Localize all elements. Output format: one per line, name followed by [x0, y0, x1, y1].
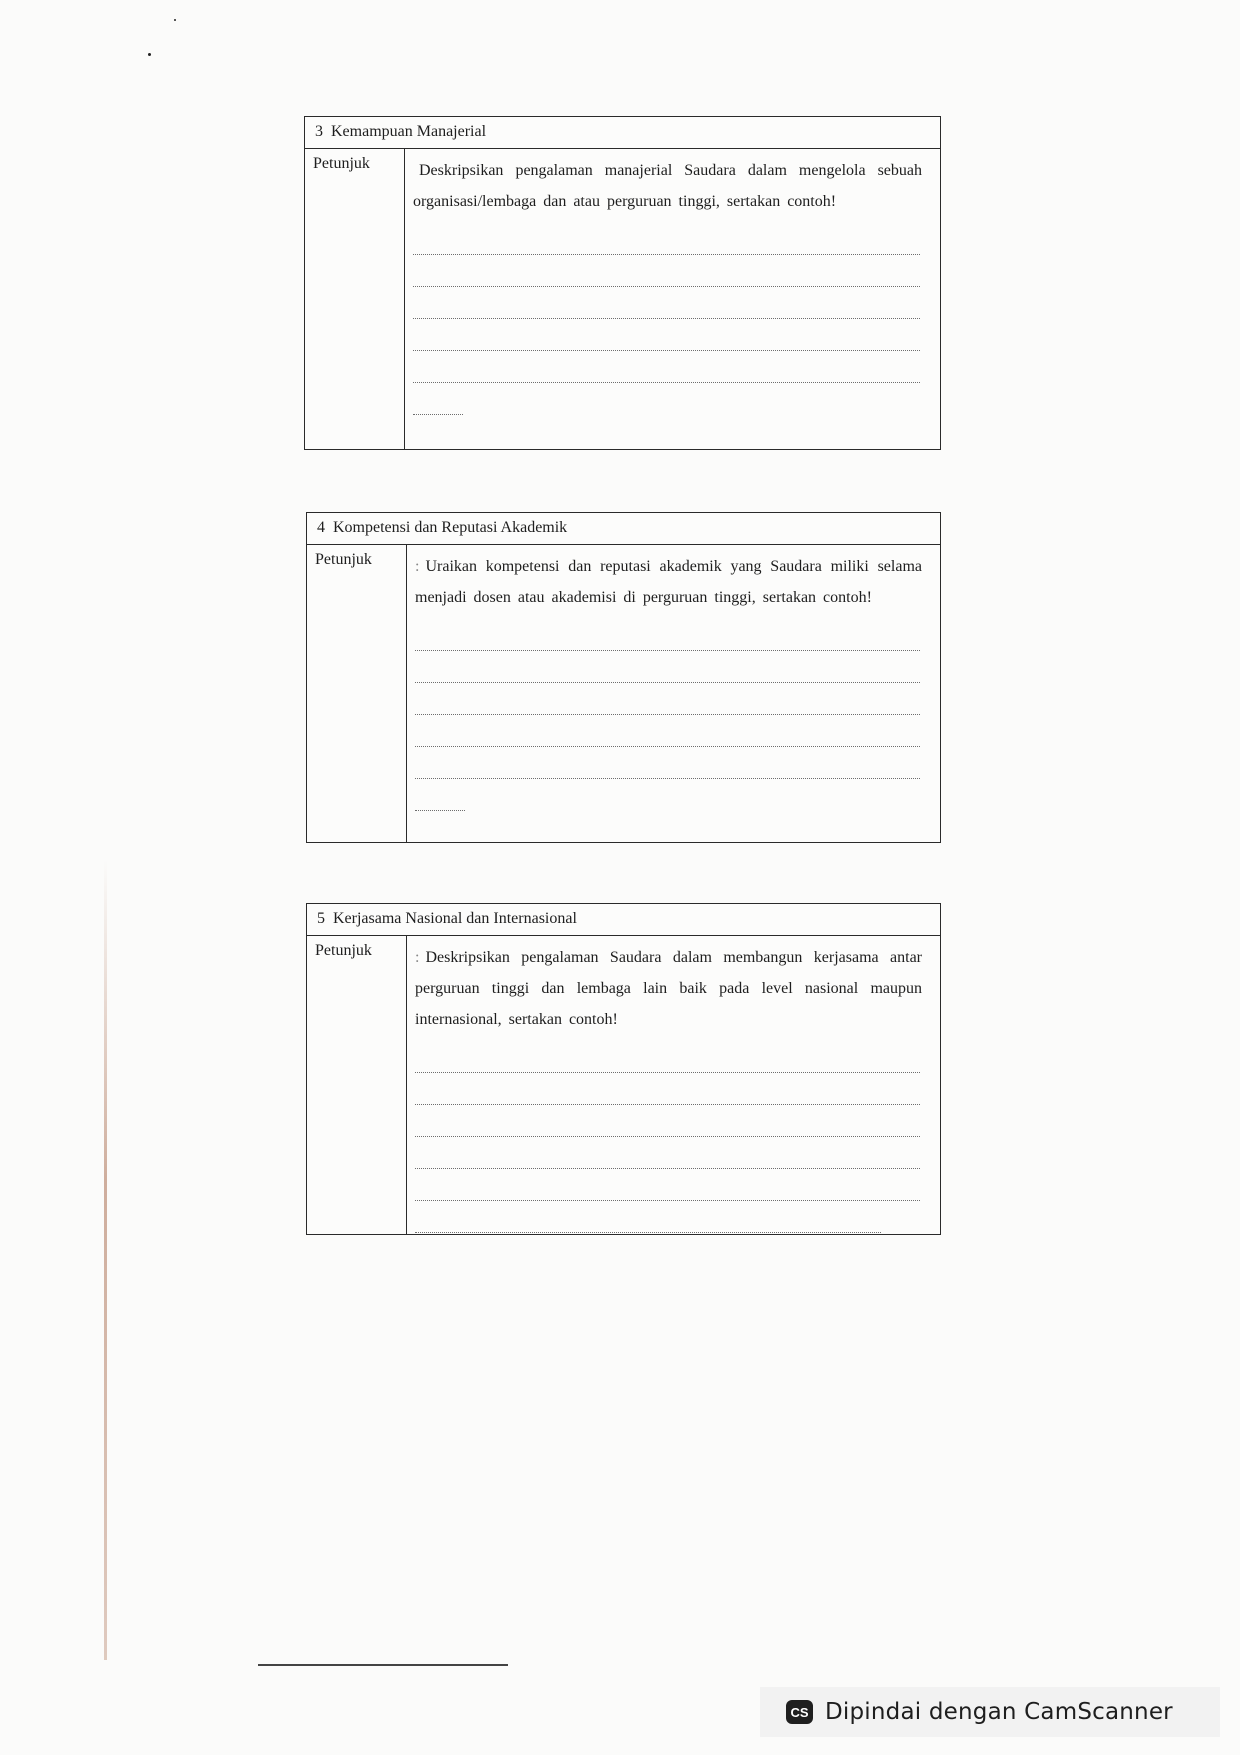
camscanner-watermark [760, 1687, 1220, 1737]
dotted-answer-line [413, 319, 920, 351]
section-header [305, 117, 940, 149]
dotted-answer-line [415, 1169, 920, 1201]
petunjuk-label: Petunjuk [307, 936, 407, 1234]
page-edge-shadow [104, 860, 107, 1660]
dotted-answer-line [413, 287, 920, 319]
footer-rule [258, 1664, 508, 1666]
section-header [307, 904, 940, 936]
dotted-answer-line [415, 779, 465, 811]
instruction-text: Deskripsikan pengalaman manajerial Saudara dalam mengelola sebuah organisasi/lembaga dan atau perguruan tinggi, sertakan contoh! [413, 162, 922, 210]
section-number: 4 [317, 519, 325, 536]
section-title: Kemampuan Manajerial [331, 123, 487, 140]
dotted-answer-line [413, 255, 920, 287]
instruction-text: : Deskripsikan pengalaman Saudara dalam membangun kerjasama antar perguruan tinggi dan lembaga lain baik pada level nasional maupun internasional, sertakan contoh! [415, 949, 922, 1028]
dotted-answer-line [415, 1073, 920, 1105]
dotted-answer-line [415, 1137, 920, 1169]
dotted-answer-line [415, 747, 920, 779]
answer-area [405, 149, 940, 449]
dotted-answer-line [415, 1105, 920, 1137]
answer-lines [415, 619, 922, 811]
dotted-answer-line [415, 683, 920, 715]
answer-lines [415, 1041, 922, 1233]
petunjuk-label: Petunjuk [307, 545, 407, 842]
dotted-answer-line [415, 651, 920, 683]
answer-lines [413, 223, 922, 415]
dotted-answer-line [415, 1041, 920, 1073]
section-title: Kerjasama Nasional dan Internasional [333, 910, 577, 927]
scan-speck [148, 53, 151, 56]
section-header [307, 513, 940, 545]
answer-area [407, 936, 940, 1234]
section-box-manajerial [304, 116, 941, 450]
dotted-answer-line [413, 351, 920, 383]
answer-area [407, 545, 940, 842]
dotted-answer-line [415, 1201, 881, 1233]
scan-speck [174, 19, 176, 21]
dotted-answer-line [415, 715, 920, 747]
section-number: 3 [315, 123, 323, 140]
dotted-answer-line [413, 383, 463, 415]
watermark-text: Dipindai dengan CamScanner [825, 1699, 1173, 1725]
section-number: 5 [317, 910, 325, 927]
camscanner-logo-icon: CS [786, 1700, 813, 1724]
section-box-kerjasama [306, 903, 941, 1235]
dotted-answer-line [415, 619, 920, 651]
dotted-answer-line [413, 223, 920, 255]
petunjuk-label: Petunjuk [305, 149, 405, 449]
section-box-kompetensi [306, 512, 941, 843]
instruction-text: : Uraikan kompetensi dan reputasi akademik yang Saudara miliki selama menjadi dosen atau akademisi di perguruan tinggi, sertakan contoh! [415, 558, 922, 606]
section-title: Kompetensi dan Reputasi Akademik [333, 519, 568, 536]
